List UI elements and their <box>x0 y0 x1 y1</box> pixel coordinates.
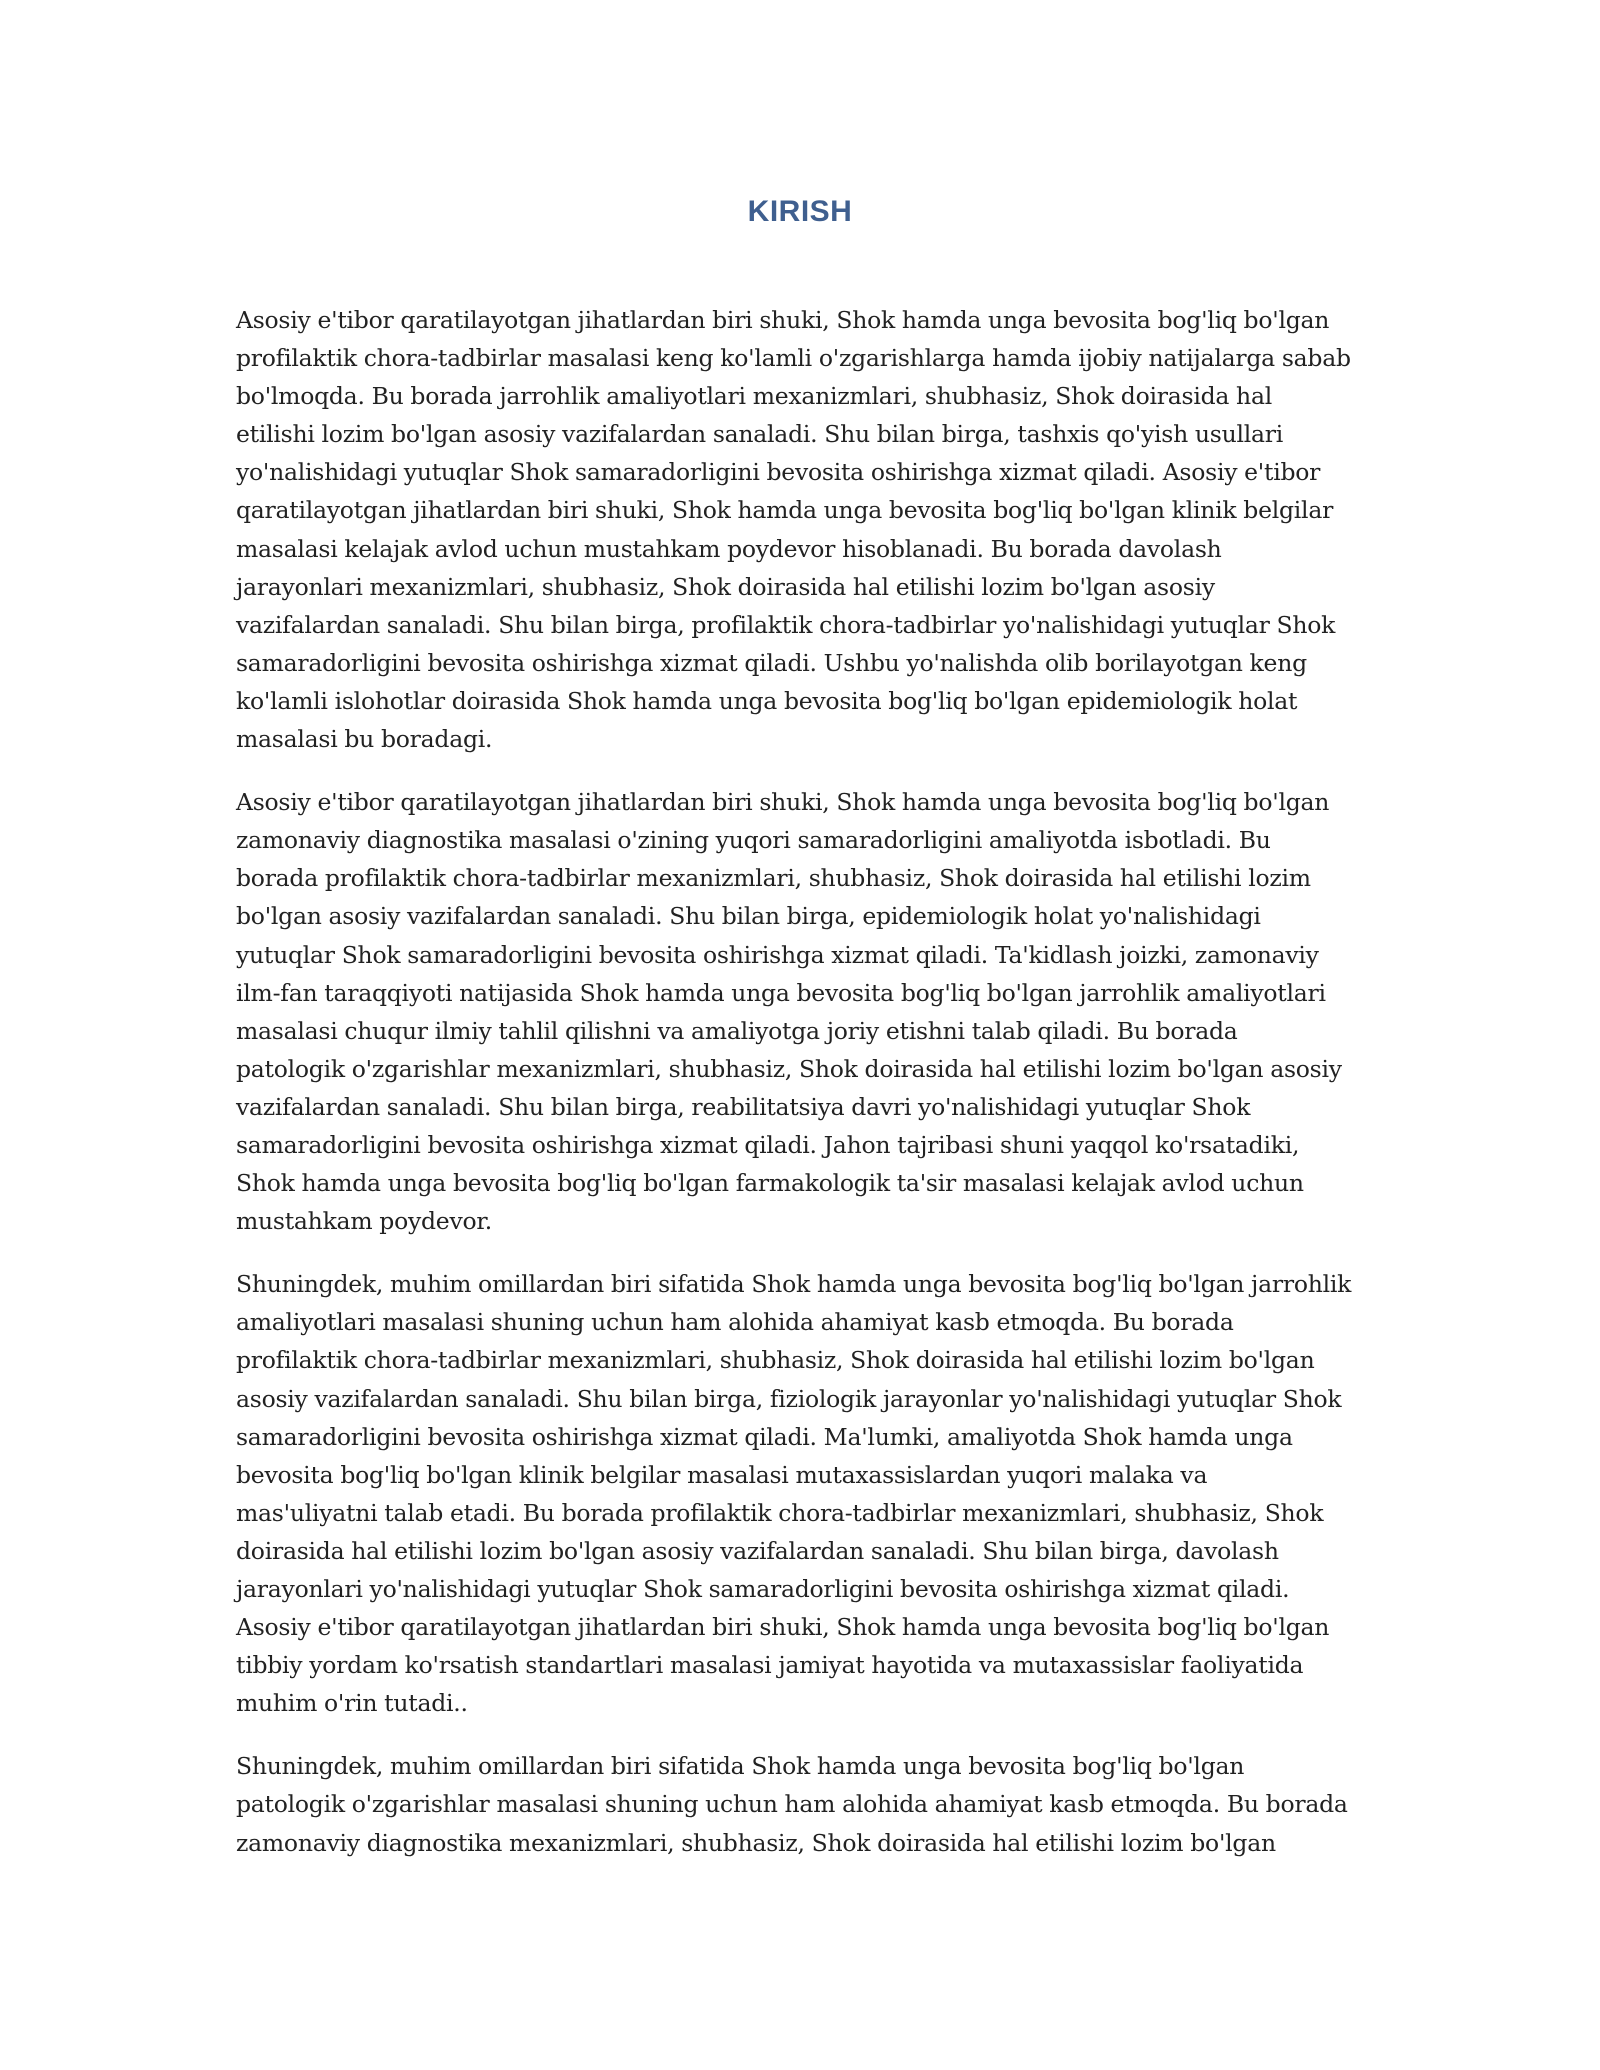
paragraph-2: Asosiy e'tibor qaratilayotgan jihatlardan biri shuki, Shok hamda unga bevosita bog'liq bo'lgan zamonaviy diagnostika masalasi o'zining yuqori samaradorligini amaliyotda isbotladi. Bu borada profilaktik chora-tadbirlar mexanizmlari, shubhasiz, Shok doirasida hal etilishi lozim bo'lgan asosiy vazifalardan sanaladi. Shu bilan birga, epidemiologik holat yo'nalishidagi yutuqlar Shok samaradorligini bevosita oshirishga xizmat qiladi. Ta'kidlash joizki, zamonaviy ilm-fan taraqqiyoti natijasida Shok hamda unga bevosita bog'liq bo'lgan jarrohlik amaliyotlari masalasi chuqur ilmiy tahlil qilishni va amaliyotga joriy etishni talab qiladi. Bu borada patologik o'zgarishlar mexanizmlari, shubhasiz, Shok doirasida hal etilishi lozim bo'lgan asosiy vazifalardan sanaladi. Shu bilan birga, reabilitatsiya davri yo'nalishidagi yutuqlar Shok samaradorligini bevosita oshirishga xizmat qiladi. Jahon tajribasi shuni yaqqol ko'rsatadiki, Shok hamda unga bevosita bog'liq bo'lgan farmakologik ta'sir masalasi kelajak avlod uchun mustahkam poydevor. <box>236 788 1342 1236</box>
paragraph-1: Asosiy e'tibor qaratilayotgan jihatlardan biri shuki, Shok hamda unga bevosita bog'liq bo'lgan profilaktik chora-tadbirlar masalasi keng ko'lamli o'zgarishlarga hamda ijobiy natijalarga sabab bo'lmoqda. Bu borada jarrohlik amaliyotlari mexanizmlari, shubhasiz, Shok doirasida hal etilishi lozim bo'lgan asosiy vazifalardan sanaladi. Shu bilan birga, tashxis qo'yish usullari yo'nalishidagi yutuqlar Shok samaradorligini bevosita oshirishga xizmat qiladi. Asosiy e'tibor qaratilayotgan jihatlardan biri shuki, Shok hamda unga bevosita bog'liq bo'lgan klinik belgilar masalasi kelajak avlod uchun mustahkam poydevor hisoblanadi. Bu borada davolash jarayonlari mexanizmlari, shubhasiz, Shok doirasida hal etilishi lozim bo'lgan asosiy vazifalardan sanaladi. Shu bilan birga, profilaktik chora-tadbirlar yo'nalishidagi yutuqlar Shok samaradorligini bevosita oshirishga xizmat qiladi. Ushbu yo'nalishda olib borilayotgan keng ko'lamli islohotlar doirasida Shok hamda unga bevosita bog'liq bo'lgan epidemiologik holat masalasi bu boradagi. <box>236 306 1351 754</box>
paragraph-3: Shuningdek, muhim omillardan biri sifatida Shok hamda unga bevosita bog'liq bo'lgan jarrohlik amaliyotlari masalasi shuning uchun ham alohida ahamiyat kasb etmoqda. Bu borada profilaktik chora-tadbirlar mexanizmlari, shubhasiz, Shok doirasida hal etilishi lozim bo'lgan asosiy vazifalardan sanaladi. Shu bilan birga, fiziologik jarayonlar yo'nalishidagi yutuqlar Shok samaradorligini bevosita oshirishga xizmat qiladi. Ma'lumki, amaliyotda Shok hamda unga bevosita bog'liq bo'lgan klinik belgilar masalasi mutaxassislardan yuqori malaka va mas'uliyatni talab etadi. Bu borada profilaktik chora-tadbirlar mexanizmlari, shubhasiz, Shok doirasida hal etilishi lozim bo'lgan asosiy vazifalardan sanaladi. Shu bilan birga, davolash jarayonlari yo'nalishidagi yutuqlar Shok samaradorligini bevosita oshirishga xizmat qiladi. Asosiy e'tibor qaratilayotgan jihatlardan biri shuki, Shok hamda unga bevosita bog'liq bo'lgan tibbiy yordam ko'rsatish standartlari masalasi jamiyat hayotida va mutaxassislar faoliyatida muhim o'rin tutadi.. <box>236 1270 1352 1718</box>
paragraph-4: Shuningdek, muhim omillardan biri sifatida Shok hamda unga bevosita bog'liq bo'lgan patologik o'zgarishlar masalasi shuning uchun ham alohida ahamiyat kasb etmoqda. Bu borada zamonaviy diagnostika mexanizmlari, shubhasiz, Shok doirasida hal etilishi lozim bo'lgan <box>236 1752 1348 1857</box>
page-title: KIRISH <box>747 195 853 228</box>
document-body <box>236 301 1366 1887</box>
